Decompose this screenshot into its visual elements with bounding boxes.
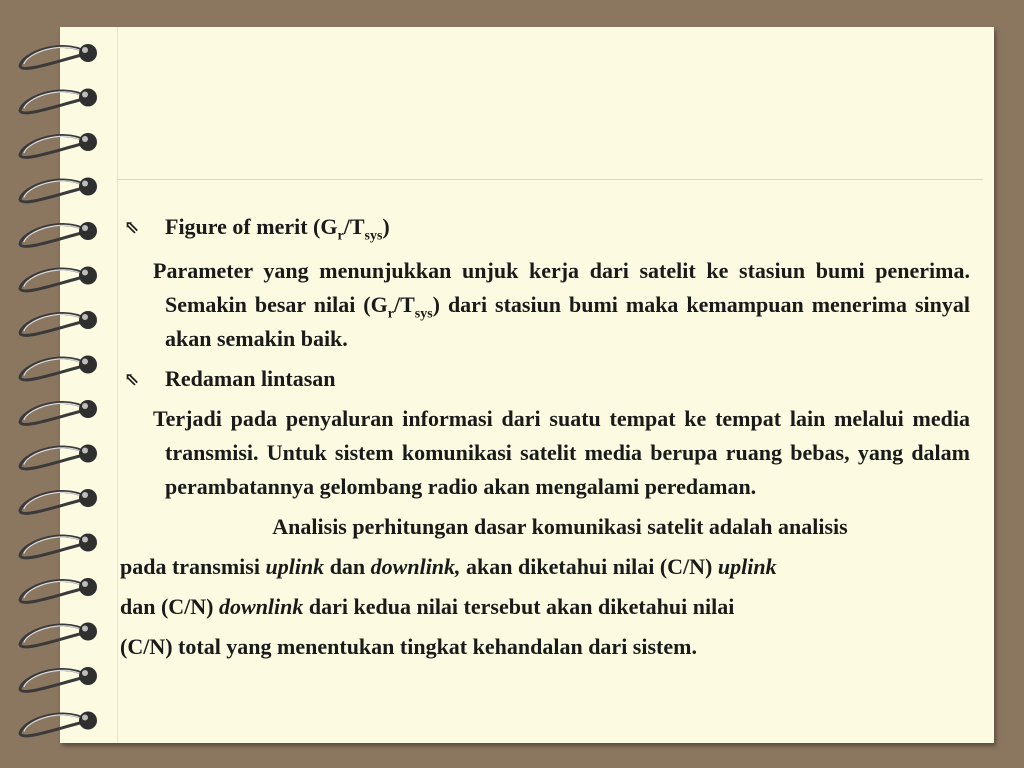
binding-ring (20, 267, 97, 291)
analysis-line-1: Analisis perhitungan dasar komunikasi satelit adalah analisis (272, 514, 848, 539)
margin-line (117, 27, 118, 743)
binding-ring (20, 89, 97, 113)
arrow-up-left-icon: ⇖ (124, 217, 140, 237)
binding-ring (20, 311, 97, 335)
paragraph-figure-of-merit: Parameter yang menunjukkan unjuk kerja dari satelit ke stasiun bumi penerima. Semakin besar nilai $(G_r/T_{sys})$ dari stasiun bumi maka kemampuan menerima sinyal akan semakin baik. (153, 258, 970, 351)
binding-ring (20, 445, 97, 469)
binding-ring (20, 133, 97, 157)
binding-ring (20, 667, 97, 691)
analysis-line-4: (C/N) total yang menentukan tingkat kehandalan dari sistem. (120, 634, 697, 659)
bullet-figure-of-merit (120, 210, 970, 244)
binding-ring (20, 356, 97, 380)
slide-content (120, 210, 970, 664)
analysis-line-3: dan (C/N) downlink dari kedua nilai tersebut akan diketahui nilai (120, 594, 735, 619)
analysis-line-2: pada transmisi uplink dan downlink, akan diketahui nilai (C/N) uplink (120, 554, 777, 579)
binding-ring (20, 400, 97, 424)
binding-ring (20, 222, 97, 246)
top-rule (117, 179, 983, 180)
arrow-up-left-icon: ⇖ (124, 369, 140, 389)
binding-ring (20, 44, 97, 68)
spiral-binding (0, 0, 110, 768)
binding-ring (20, 623, 97, 647)
bullet-redaman-lintasan (120, 362, 970, 396)
binding-ring (20, 178, 97, 202)
binding-ring (20, 489, 97, 513)
binding-ring (20, 534, 97, 558)
binding-ring (20, 578, 97, 602)
binding-ring (20, 712, 97, 736)
heading-figure-of-merit: Figure of merit $(G_r/T_{sys})$ (165, 214, 390, 244)
heading-redaman-lintasan: Redaman lintasan (165, 366, 336, 391)
paragraph-redaman-lintasan: Terjadi pada penyaluran informasi dari suatu tempat ke tempat lain melalui media transmisi. Untuk sistem komunikasi satelit media berupa ruang bebas, yang dalam perambatannya gelombang radio akan mengalami peredaman. (153, 406, 970, 499)
